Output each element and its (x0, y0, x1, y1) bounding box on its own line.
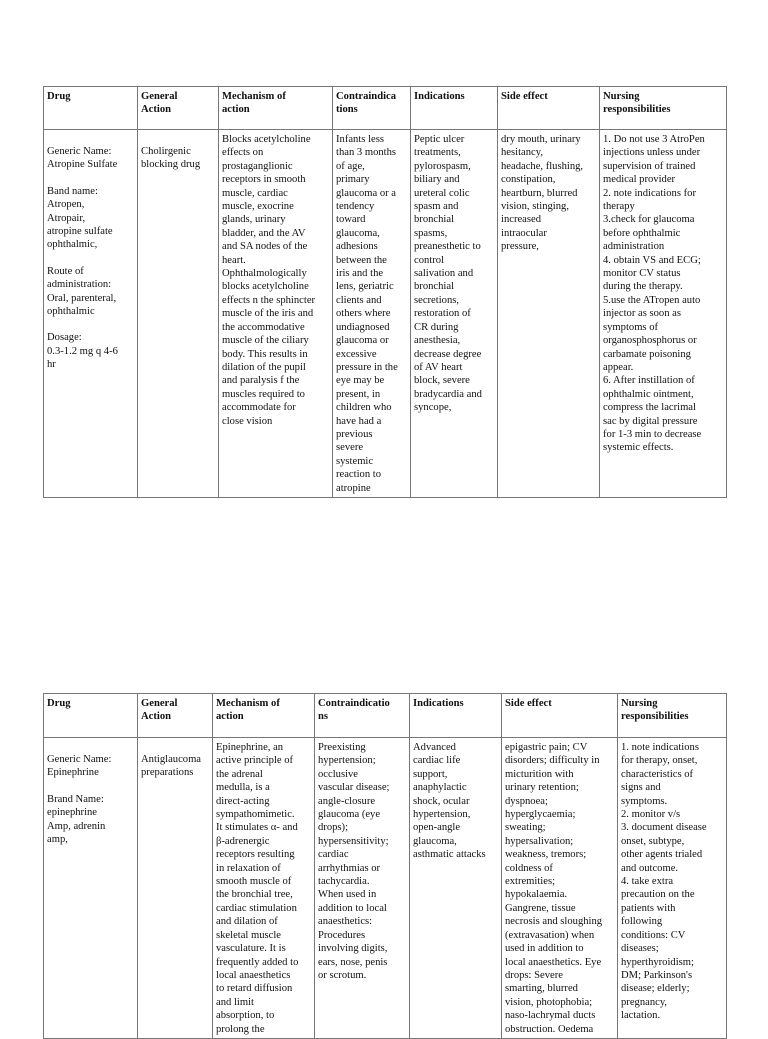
header-general-action: General Action (138, 87, 219, 130)
indications-cell: Advanced cardiac life support, anaphylactic shock, ocular hypertension, open-angle glaucoma, asthmatic attacks (410, 738, 502, 1039)
header-contraindications: Contraindica tions (333, 87, 411, 130)
header-side-effect: Side effect (502, 694, 618, 738)
epinephrine-drug-table (43, 693, 727, 1039)
mechanism-cell: Epinephrine, an active principle of the adrenal medulla, is a direct-acting sympathomimetic. It stimulates α- and β-adrenergic receptors resulting in relaxation of smooth muscle of the bronchial tree, cardiac stimulation and dilation of skeletal muscle vasculature. It is frequently added to local anaesthetics to retard diffusion and limit absorption, to prolong the (213, 738, 315, 1039)
header-indications: Indications (410, 694, 502, 738)
nursing-cell: 1. Do not use 3 AtroPen injections unless under supervision of trained medical provider 2. note indications for therapy 3.check for glaucoma before ophthalmic administration 4. obtain VS and ECG; monitor CV status during the therapy. 5.use the ATropen auto injector as soon as symptoms of organosphosphorus or carbamate poisoning appear. 6. After instillation of ophthalmic ointment, compress the lacrimal sac by digital pressure for 1-3 min to decrease systemic effects. (600, 130, 727, 498)
table-header-row (44, 694, 727, 738)
general-action-text: Cholirgenic blocking drug (141, 146, 201, 171)
nursing-cell: 1. note indications for therapy, onset, characteristics of signs and symptoms. 2. monitor v/s 3. document disease onset, subtype, other agents trialed and outcome. 4. take extra precaution on the patients with following conditions: CV diseases; hyperthyroidism; DM; Parkinson's disease; elderly; pregnancy, lactation. (618, 738, 727, 1039)
dosage: Dosage: 0.3-1.2 mg q 4-6 hr (47, 332, 118, 371)
header-mechanism: Mechanism of action (219, 87, 333, 130)
header-mechanism: Mechanism of action (213, 694, 315, 738)
header-drug: Drug (44, 87, 138, 130)
cell-spacer (47, 741, 134, 753)
contraindications-cell: Preexisting hypertension; occlusive vascular disease; angle-closure glaucoma (eye drops); hypersensitivity; cardiac arrhythmias or tachycardia. When used in addition to local anaesthetics: Procedures involving digits, ears, nose, penis or scrotum. (315, 738, 410, 1039)
generic-name: Generic Name: Atropine Sulfate (47, 146, 118, 171)
header-indications: Indications (411, 87, 498, 130)
header-contraindications: Contraindicatio ns (315, 694, 410, 738)
atropine-drug-table (43, 86, 727, 498)
header-general-action: General Action (138, 694, 213, 738)
table-row (44, 130, 727, 498)
brand-name: Band name: Atropen, Atropair, atropine sulfate ophthalmic, (47, 185, 113, 251)
header-drug: Drug (44, 694, 138, 738)
side-effect-cell: epigastric pain; CV disorders; difficulty in micturition with urinary retention; dyspnoea; hyperglycaemia; sweating; hypersalivation; weakness, tremors; coldness of extremities; hypokalaemia. Gangrene, tissue necrosis and sloughing (extravasation) when used in addition to local anaesthetics. Eye drops: Severe smarting, blurred vision, photophobia; naso-lachrymal ducts obstruction. Oedema (502, 738, 618, 1039)
header-side-effect: Side effect (498, 87, 600, 130)
cell-spacer (141, 133, 215, 145)
drug-cell (44, 130, 138, 498)
generic-name: Generic Name: Epinephrine (47, 754, 112, 779)
mechanism-cell: Blocks acetylcholine effects on prostaganglionic receptors in smooth muscle, cardiac muscle, exocrine glands, urinary bladder, and the AV and SA nodes of the heart. Ophthalmologically blocks acetylcholine effects n the sphincter muscle of the iris and the accommodative muscle of the ciliary body. This results in dilation of the pupil and paralysis f the muscles required to accommodate for close vision (219, 130, 333, 498)
indications-cell: Peptic ulcer treatments, pylorospasm, biliary and ureteral colic spasm and bronchial spasms, preanesthetic to control salivation and bronchial secretions, restoration of CR during anesthesia, decrease degree of AV heart block, severe bradycardia and syncope, (411, 130, 498, 498)
table-row (44, 738, 727, 1039)
table-header-row (44, 87, 727, 130)
cell-spacer (141, 741, 209, 753)
header-nursing: Nursing responsibilities (600, 87, 727, 130)
cell-spacer (47, 133, 134, 145)
general-action-cell (138, 738, 213, 1039)
side-effect-cell: dry mouth, urinary hesitancy, headache, flushing, constipation, heartburn, blurred vision, stinging, increased intraocular pressure, (498, 130, 600, 498)
general-action-cell (138, 130, 219, 498)
header-nursing: Nursing responsibilities (618, 694, 727, 738)
drug-cell (44, 738, 138, 1039)
general-action-text: Antiglaucoma preparations (141, 754, 202, 779)
contraindications-cell: Infants less than 3 months of age, primary glaucoma or a tendency toward glaucoma, adhesions between the iris and the lens, geriatric clients and others where undiagnosed glaucoma or excessive pressure in the eye may be present, in children who have had a previous severe systemic reaction to atropine (333, 130, 411, 498)
route-of-administration: Route of administration: Oral, parenteral, ophthalmic (47, 265, 117, 318)
brand-name: Brand Name: epinephrine Amp, adrenin amp, (47, 793, 106, 846)
